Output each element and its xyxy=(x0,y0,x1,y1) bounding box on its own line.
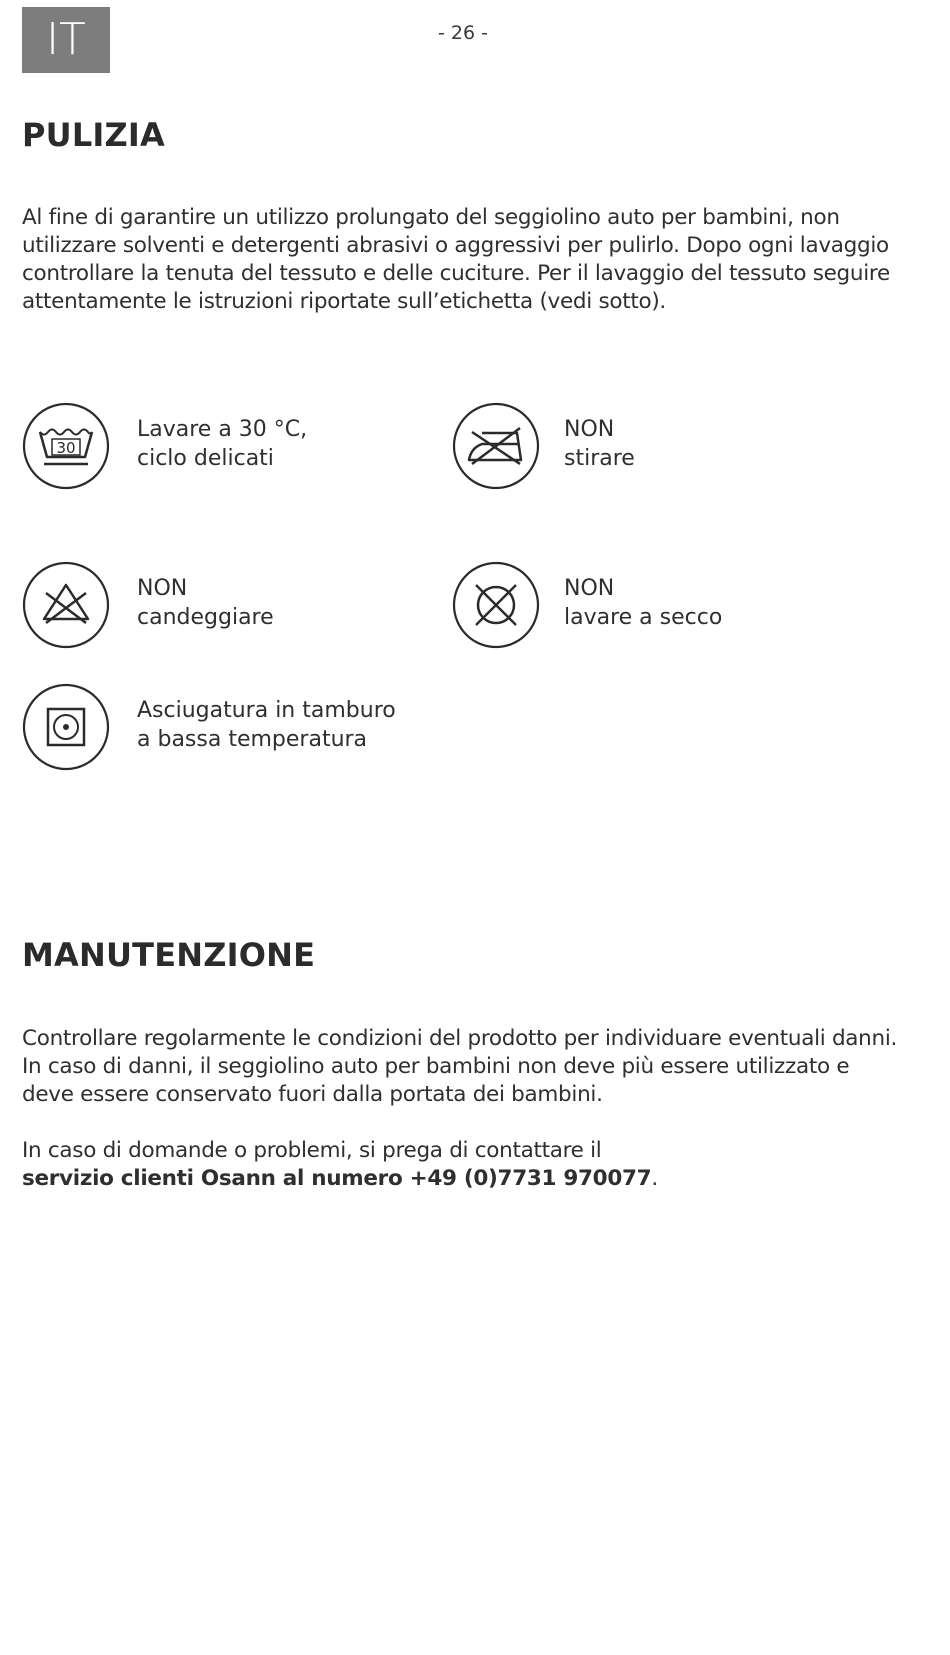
do-not-dry-clean-icon xyxy=(452,561,540,649)
page-number: - 26 - xyxy=(438,22,488,44)
do-not-bleach-icon xyxy=(22,561,110,649)
cleaning-paragraph: Al fine di garantire un utilizzo prolungato del seggiolino auto per bambini, non utilizzare solventi e detergenti abrasivi o aggressivi per pulirlo. Dopo ogni lavaggio controllare la tenuta del tessuto e delle cuciture. Per il lavaggio del tessuto seguire attentamente le istruzioni riportate sull’etichetta (vedi sotto). xyxy=(22,205,890,314)
care-label-tumble-dry: Asciugatura in tamburo a bassa temperatura xyxy=(137,698,396,752)
maintenance-paragraph: Controllare regolarmente le condizioni del prodotto per individuare eventuali danni. In caso di danni, il seggiolino auto per bambini non deve più essere utilizzato e deve essere conservato fuori dalla portata dei bambini. xyxy=(22,1026,898,1107)
tumble-dry-low-icon xyxy=(22,683,110,771)
do-not-iron-icon xyxy=(452,402,540,490)
care-label-dry-clean: NON lavare a secco xyxy=(564,576,723,630)
svg-text:30: 30 xyxy=(56,439,76,457)
customer-service-phone: servizio clienti Osann al numero +49 (0)7731 970077 xyxy=(22,1166,652,1191)
cleaning-title: PULIZIA xyxy=(22,116,166,154)
care-label-wash: Lavare a 30 °C, ciclo delicati xyxy=(137,417,308,471)
wash-30-delicate-icon xyxy=(22,402,110,490)
maintenance-title: MANUTENZIONE xyxy=(22,936,316,974)
care-label-iron: NON stirare xyxy=(564,417,635,471)
contact-paragraph xyxy=(22,1137,902,1193)
language-badge: IT xyxy=(22,7,110,73)
contact-end: . xyxy=(651,1166,658,1191)
care-label-bleach: NON candeggiare xyxy=(137,576,274,630)
contact-text: In caso di domande o problemi, si prega di contattare il xyxy=(22,1138,602,1163)
